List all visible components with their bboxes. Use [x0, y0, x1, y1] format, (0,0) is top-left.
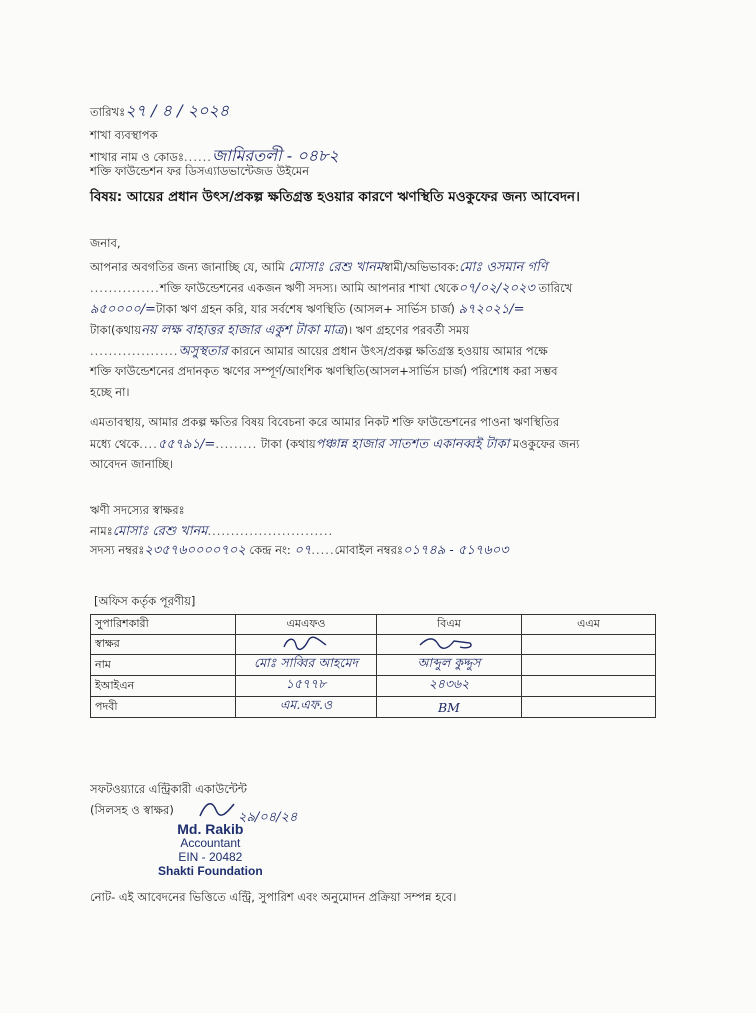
table-header-cell: এমএফও [236, 615, 377, 635]
waiver-words-handwritten: পঞ্চান্ন হাজার সাতশত একানব্বই টাকা [315, 437, 510, 452]
table-row [91, 676, 656, 697]
table-cell [522, 676, 656, 697]
bm-signature-cell [377, 635, 522, 655]
date-label: তারিখঃ [90, 105, 126, 119]
accountant-date-handwritten: ২৯/০৪/২৪ [238, 810, 298, 825]
table-header-cell: এএম [522, 615, 656, 635]
office-caption: [অফিস কর্তৃক পূরণীয়] [94, 594, 196, 608]
accountant-signature-icon [196, 798, 240, 820]
branch-line: শাখার নাম ও কোডঃ......জামিরতলী - ০৪৮২ [90, 146, 339, 165]
subject-line: বিষয়: আয়ের প্রধান উৎস/প্রকল্প ক্ষতিগ্রস্ত হওয়ার কারণে ঋণস্থিতি মওকুফের জন্য আবেদন। [90, 189, 580, 205]
table-cell: ইআইএন [91, 676, 236, 697]
mfo-signature-icon [276, 635, 336, 651]
member-name-line: নামঃমোসাঃ রেশু খানম........................... [90, 524, 334, 539]
table-row [91, 655, 656, 676]
mobile-number-value: ০১৭৪৯ - ৫১৭৬০৩ [403, 543, 509, 558]
table-cell: স্বাক্ষর [91, 635, 236, 655]
table-cell: পদবী [91, 697, 236, 718]
para2-line1: এমতাবস্থায়, আমার প্রকল্প ক্ষতির বিষয় বিবেচনা করে আমার নিকট শক্তি ফাউন্ডেশনের পাওনা ঋণস্থিতির [90, 415, 560, 429]
accountant-stamp [158, 822, 263, 878]
branch-label: শাখার নাম ও কোডঃ [90, 150, 185, 164]
branch-value: জামিরতলী - ০৪৮২ [211, 146, 339, 165]
table-cell: মোঃ সাব্বির আহমেদ [236, 655, 377, 676]
para1-line2: ...............শক্তি ফাউন্ডেশনের একজন ঋণী সদস্য। আমি আপনার শাখা থেকে০৭/০২/২০২৩ তারিখে [90, 281, 573, 296]
stamp-title: Accountant [180, 836, 241, 850]
member-number-value: ২৩৫৭৬০০০০৭০২ [144, 543, 246, 558]
outstanding-handwritten: ৯৭২০২১/= [458, 302, 525, 317]
para1-line5: ...................অসুস্থতার কারনে আমার আয়ের প্রধান উৎস/প্রকল্প ক্ষতিগ্রস্ত হওয়ায় আমার পক্ষে [90, 344, 548, 359]
para1-line7: হচ্ছে না। [90, 385, 130, 399]
member-name-value: মোসাঃ রেশু খানম [112, 524, 208, 539]
member-number-line: সদস্য নম্বরঃ২৩৫৭৬০০০০৭০২ কেন্দ্র নং: ০৭.....মোবাইল নম্বরঃ০১৭৪৯ - ৫১৭৬০৩ [90, 543, 509, 558]
center-number-value: ০৭ [294, 543, 312, 558]
para1-line1: আপনার অবগতির জন্য জানাচ্ছি যে, আমি মোসাঃ রেশু খানমস্বামী/অভিভাবক:মোঃ ওসমান গণি [90, 260, 548, 275]
table-cell [522, 655, 656, 676]
table-cell [522, 697, 656, 718]
member-name-handwritten: মোসাঃ রেশু খানম [288, 260, 384, 275]
mfo-signature-cell [236, 635, 377, 655]
date-line [90, 98, 229, 125]
guardian-name-handwritten: মোঃ ওসমান গণি [459, 260, 548, 275]
outstanding-words-handwritten: নয় লক্ষ বাহাত্তর হাজার একুশ টাকা মাত্র [141, 323, 344, 338]
para1-line6: শক্তি ফাউন্ডেশনের প্রদানকৃত ঋণের সম্পূর্ণ/আংশিক ঋণস্থিতি(আসল+সার্ভিস চার্জ) পরিশোধ করা সম্ভব [90, 364, 558, 378]
date-value: ২৭ / ৪ / ২০২৪ [125, 101, 230, 120]
reason-handwritten: অসুস্থতার [178, 344, 228, 359]
table-cell: ২৪৩৬২ [377, 676, 522, 697]
table-cell [522, 635, 656, 655]
table-cell: ১৫৭৭৮ [236, 676, 377, 697]
branch-manager-label: শাখা ব্যবস্থাপক [90, 128, 158, 142]
stamp-org: Shakti Foundation [158, 864, 263, 878]
table-header-cell: বিএম [377, 615, 522, 635]
office-table [90, 614, 656, 718]
accountant-label: সফটওয়্যারে এন্ট্রিকারী একাউন্টেন্ট [90, 782, 247, 796]
bm-signature-icon [414, 635, 484, 651]
stamp-ein: EIN - 20482 [178, 850, 243, 864]
table-header-cell: সুপারিশকারী [91, 615, 236, 635]
table-cell: এম.এফ.ও [236, 697, 377, 718]
footer-note: নোট- এই আবেদনের ভিত্তিতে এন্ট্রি, সুপারিশ এবং অনুমোদন প্রক্রিয়া সম্পন্ন হবে। [90, 890, 457, 904]
loan-amount-handwritten: ৯৫০০০০/= [90, 302, 156, 317]
org-line: শক্তি ফাউন্ডেশন ফর ডিসএ্যাডভান্টেজড উইমেন [90, 164, 310, 178]
table-cell: নাম [91, 655, 236, 676]
para2-line3: আবেদন জানাচ্ছি। [90, 457, 174, 471]
stamp-name: Md. Rakib [177, 821, 244, 837]
member-signature-label: ঋণী সদস্যের স্বাক্ষরঃ [90, 503, 185, 517]
para2-line2: মধ্যে থেকে....৫৫৭৯১/=......... টাকা (কথায়পঞ্চান্ন হাজার সাতশত একানব্বই টাকা মওকুফের জন্য [90, 437, 580, 452]
table-cell: আব্দুল কুদ্দুস [377, 655, 522, 676]
waiver-amount-handwritten: ৫৫৭৯১/= [157, 437, 216, 452]
loan-date-handwritten: ০৭/০২/২০২৩ [458, 281, 535, 296]
table-cell: BM [377, 697, 522, 718]
table-row [91, 635, 656, 655]
salutation: জনাব, [90, 236, 121, 250]
table-row [91, 697, 656, 718]
para1-line3: ৯৫০০০০/=টাকা ঋণ গ্রহন করি, যার সর্বশেষ ঋণস্থিতি (আসল+ সার্ভিস চার্জ) ৯৭২০২১/= [90, 302, 525, 317]
para1-line4: টাকা(কথায়নয় লক্ষ বাহাত্তর হাজার একুশ টাকা মাত্র)। ঋণ গ্রহণের পরবর্তী সময় [90, 323, 470, 338]
accountant-seal-label: (সিলসহ ও স্বাক্ষর) [90, 803, 174, 817]
table-row [91, 615, 656, 635]
